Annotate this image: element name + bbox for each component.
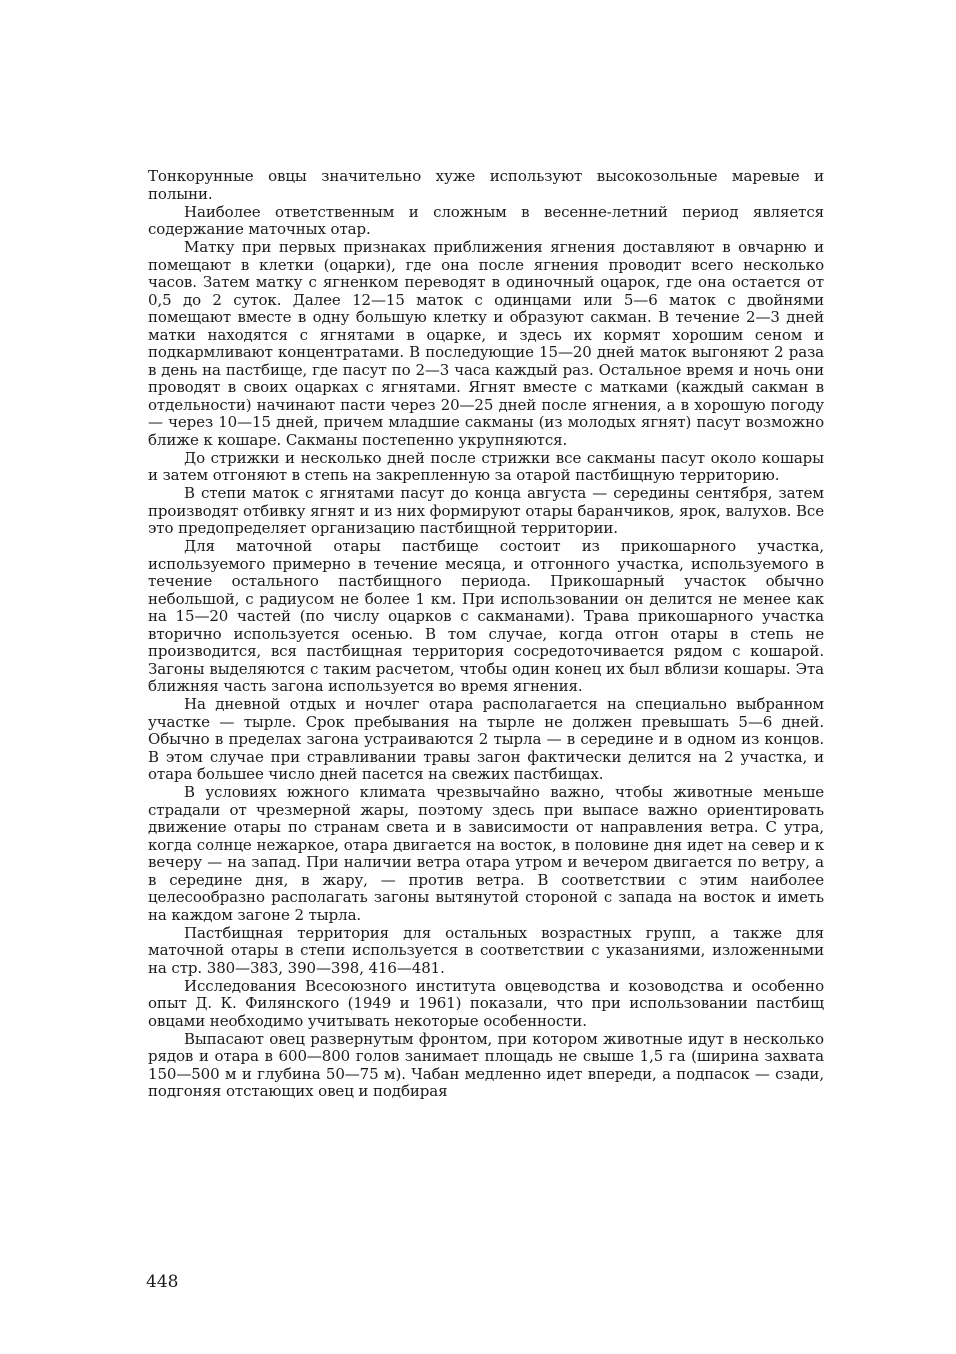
paragraph-6: Для маточной отары пастбище состоит из прикошарного участка, используемого примерно в течение месяца, и отгонного участка, используемого в течение остального пастбищного периода. Прикошарный участок обычно небольшой, с радиусом не более 1 км. При использовании он делится не менее как на 15—20 частей (по числу оцарков с сакманами). Трава прикошарного участка вторично используется осенью. В том случае, когда отгон отары в степь не производится, вся пастбищная территория сосредоточивается рядом с кошарой. Загоны выделяются с таким расчетом, чтобы один конец их был вблизи кошары. Эта ближняя часть загона используется во время ягнения. [148, 537, 824, 695]
paragraph-11: Выпасают овец развернутым фронтом, при котором животные идут в несколько рядов и отара в 600—800 голов занимает площадь не свыше 1,5 га (ширина захвата 150—500 м и глубина 50—75 м). Чабан медленно идет впереди, а подпасок — сзади, подгоняя отстающих овец и подбирая [148, 1029, 824, 1100]
paragraph-4: До стрижки и несколько дней после стрижки все сакманы пасут около кошары и затем отгоняют в степь на закрепленную за отарой пастбищную территорию. [148, 448, 824, 484]
paragraph-9: Пастбищная территория для остальных возрастных групп, а также для маточной отары в степи используется в соответствии с указаниями, изложенными на стр. 380—383, 390—398, 416—481. [148, 923, 824, 977]
paragraph-3: Матку при первых признаках приближения ягнения доставляют в овчарню и помещают в клетки (оцарки), где она после ягнения проводит всего несколько часов. Затем матку с ягненком переводят в одиночный оцарок, где она остается от 0,5 до 2 суток. Далее 12—15 маток с одинцами или 5—6 маток с двойнями помещают вместе в одну большую клетку и образуют сакман. В течение 2—3 дней матки находятся с ягнятами в оцарке, и здесь их кормят хорошим сеном и подкармливают концентратами. В последующие 15—20 дней маток выгоняют 2 раза в день на пастбище, где пасут по 2—3 часа каждый раз. Остальное время и ночь они проводят в своих оцарках с ягнятами. Ягнят вместе с матками (каждый сакман в отдельности) начинают пасти через 20—25 дней после ягнения, а в хорошую погоду — через 10—15 дней, причем младшие сакманы (из молодых ягнят) пасут возможно ближе к кошаре. Сакманы постепенно укрупняются. [148, 238, 824, 449]
body-text [148, 168, 824, 1101]
paragraph-1: Тонкорунные овцы значительно хуже используют высокозольные маревые и полыни. [148, 167, 824, 203]
page-number: 448 [146, 1272, 179, 1292]
paragraph-7: На дневной отдых и ночлег отара располагается на специально выбранном участке — тырле. Срок пребывания на тырле не должен превышать 5—6 дней. Обычно в пределах загона устраиваются 2 тырла — в середине и в одном из концов. В этом случае при стравливании травы загон фактически делится на 2 участка, и отара большее число дней пасется на свежих пастбищах. [148, 695, 824, 783]
paragraph-5: В степи маток с ягнятами пасут до конца августа — середины сентября, затем производят отбивку ягнят и из них формируют отары баранчиков, ярок, валухов. Все это предопределяет организацию пастбищной территории. [148, 484, 824, 537]
paragraph-2: Наиболее ответственным и сложным в весенне-летний период является содержание маточных отар. [148, 202, 824, 238]
paragraph-10: Исследования Всесоюзного института овцеводства и козоводства и особенно опыт Д. К. Филянского (1949 и 1961) показали, что при использовании пастбищ овцами необходимо учитывать некоторые особенности. [148, 976, 824, 1030]
paragraph-8: В условиях южного климата чрезвычайно важно, чтобы животные меньше страдали от чрезмерной жары, поэтому здесь при выпасе важно ориентировать движение отары по странам света и в зависимости от направления ветра. С утра, когда солнце нежаркое, отара двигается на восток, в половине дня идет на север и к вечеру — на запад. При наличии ветра отара утром и вечером двигается по ветру, а в середине дня, в жару, — против ветра. В соответствии с этим наиболее целесообразно располагать загоны вытянутой стороной с запада на восток и иметь на каждом загоне 2 тырла. [148, 783, 824, 924]
